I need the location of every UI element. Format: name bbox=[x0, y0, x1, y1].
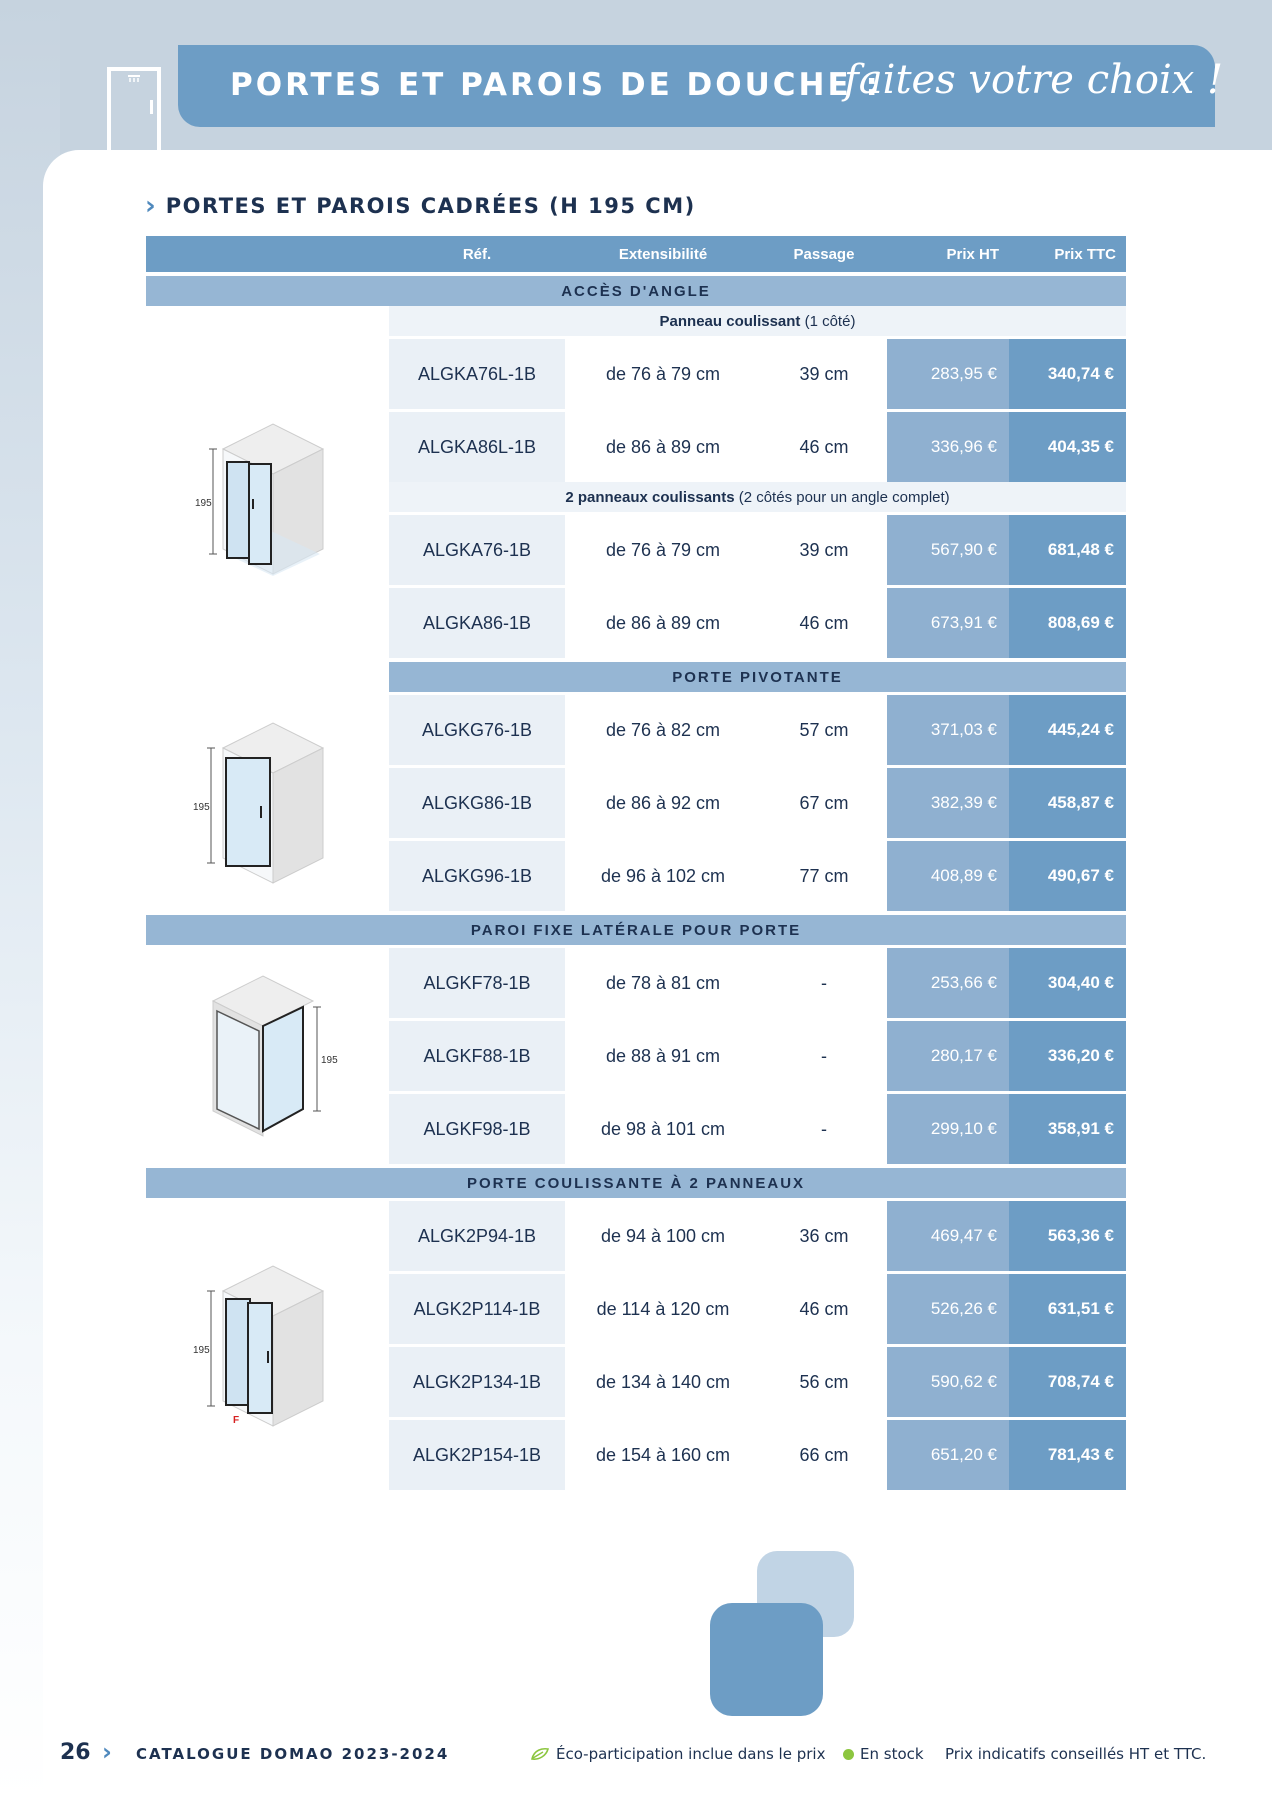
subheader-panneau-coulissant bbox=[389, 306, 1126, 338]
cell-passage: 66 cm bbox=[761, 1419, 887, 1491]
cell-price-ht: 567,90 € bbox=[887, 514, 1009, 587]
cell-passage: 77 cm bbox=[761, 840, 887, 914]
header-ref: Réf. bbox=[389, 236, 565, 274]
table-row bbox=[146, 947, 1126, 1020]
cell-price-ttc: 490,67 € bbox=[1009, 840, 1126, 914]
cell-extensibility: de 76 à 79 cm bbox=[565, 514, 761, 587]
header-extensibility: Extensibilité bbox=[565, 236, 761, 274]
cell-price-ttc: 681,48 € bbox=[1009, 514, 1126, 587]
cell-price-ttc: 336,20 € bbox=[1009, 1020, 1126, 1093]
height-label: 195 bbox=[194, 498, 212, 509]
product-image-paroi-fixe bbox=[146, 947, 389, 1167]
group-title: ACCÈS D'ANGLE bbox=[146, 274, 1126, 306]
cell-extensibility: de 86 à 89 cm bbox=[565, 587, 761, 661]
cell-extensibility: de 76 à 79 cm bbox=[565, 338, 761, 411]
cell-ref: ALGKG86-1B bbox=[389, 767, 565, 840]
group-title: PORTE COULISSANTE À 2 PANNEAUX bbox=[146, 1166, 1126, 1200]
eco-note-text: Éco-participation inclue dans le prix bbox=[556, 1745, 826, 1763]
eco-note bbox=[530, 1745, 825, 1763]
cell-extensibility: de 88 à 91 cm bbox=[565, 1020, 761, 1093]
indicative-price-note: Prix indicatifs conseillés HT et TTC. bbox=[945, 1745, 1207, 1763]
stock-note bbox=[843, 1745, 924, 1763]
product-image-porte-pivotante bbox=[146, 694, 389, 914]
cell-extensibility: de 94 à 100 cm bbox=[565, 1200, 761, 1273]
cell-price-ht: 299,10 € bbox=[887, 1093, 1009, 1167]
subheader-bold: 2 panneaux coulissants bbox=[565, 488, 735, 506]
cell-ref: ALGKF88-1B bbox=[389, 1020, 565, 1093]
cell-extensibility: de 114 à 120 cm bbox=[565, 1273, 761, 1346]
cell-ref: ALGKF78-1B bbox=[389, 947, 565, 1020]
cell-price-ht: 673,91 € bbox=[887, 587, 1009, 661]
subheader-rest: (2 côtés pour un angle complet) bbox=[734, 488, 950, 506]
page-number: 26 bbox=[60, 1740, 91, 1765]
cell-price-ttc: 781,43 € bbox=[1009, 1419, 1126, 1491]
cell-passage: 36 cm bbox=[761, 1200, 887, 1273]
cell-extensibility: de 98 à 101 cm bbox=[565, 1093, 761, 1167]
cell-extensibility: de 86 à 92 cm bbox=[565, 767, 761, 840]
cell-price-ttc: 631,51 € bbox=[1009, 1273, 1126, 1346]
banner-title: PORTES ET PAROIS DE DOUCHE : bbox=[230, 67, 881, 103]
chevron-right-icon: › bbox=[102, 1738, 112, 1766]
cell-ref: ALGK2P154-1B bbox=[389, 1419, 565, 1491]
cell-price-ttc: 304,40 € bbox=[1009, 947, 1126, 1020]
header-price-ttc: Prix TTC bbox=[1009, 236, 1126, 274]
cell-ref: ALGKA86-1B bbox=[389, 587, 565, 661]
cell-passage: - bbox=[761, 1020, 887, 1093]
cell-price-ht: 651,20 € bbox=[887, 1419, 1009, 1491]
cell-price-ht: 408,89 € bbox=[887, 840, 1009, 914]
cell-ref: ALGKA76L-1B bbox=[389, 338, 565, 411]
table-row bbox=[146, 1200, 1126, 1273]
cell-price-ht: 280,17 € bbox=[887, 1020, 1009, 1093]
cell-price-ht: 382,39 € bbox=[887, 767, 1009, 840]
table-row bbox=[146, 694, 1126, 767]
group-header-porte-coulissante bbox=[146, 1166, 1126, 1200]
cell-extensibility: de 76 à 82 cm bbox=[565, 694, 761, 767]
cell-price-ht: 469,47 € bbox=[887, 1200, 1009, 1273]
cell-passage: 46 cm bbox=[761, 411, 887, 483]
cell-price-ttc: 708,74 € bbox=[1009, 1346, 1126, 1419]
cell-ref: ALGK2P114-1B bbox=[389, 1273, 565, 1346]
cell-extensibility: de 154 à 160 cm bbox=[565, 1419, 761, 1491]
cell-passage: 56 cm bbox=[761, 1346, 887, 1419]
stock-note-text: En stock bbox=[860, 1745, 924, 1763]
cell-passage: 67 cm bbox=[761, 767, 887, 840]
sliding-door-illustration bbox=[193, 1261, 343, 1431]
subheader-2-panneaux bbox=[389, 482, 1126, 514]
section-title: PORTES ET PAROIS CADRÉES (H 195 CM) bbox=[165, 194, 696, 218]
group-header-acces-angle bbox=[146, 274, 1126, 306]
group-title: PAROI FIXE LATÉRALE POUR PORTE bbox=[146, 913, 1126, 947]
cell-ref: ALGKG96-1B bbox=[389, 840, 565, 914]
height-label: 195 bbox=[192, 1344, 210, 1356]
cell-extensibility: de 78 à 81 cm bbox=[565, 947, 761, 1020]
marker-f-label: F bbox=[232, 1414, 239, 1426]
shower-door-icon bbox=[106, 66, 162, 152]
catalog-name: CATALOGUE DOMAO 2023-2024 bbox=[136, 1745, 450, 1763]
pivot-door-illustration bbox=[193, 718, 343, 888]
decorative-square-dark bbox=[710, 1603, 823, 1716]
cell-passage: 46 cm bbox=[761, 1273, 887, 1346]
cell-ref: ALGKF98-1B bbox=[389, 1093, 565, 1167]
cell-extensibility: de 134 à 140 cm bbox=[565, 1346, 761, 1419]
cell-price-ttc: 458,87 € bbox=[1009, 767, 1126, 840]
height-label: 195 bbox=[192, 802, 210, 813]
cell-price-ht: 590,62 € bbox=[887, 1346, 1009, 1419]
cell-passage: - bbox=[761, 947, 887, 1020]
cell-ref: ALGK2P134-1B bbox=[389, 1346, 565, 1419]
cell-price-ttc: 808,69 € bbox=[1009, 587, 1126, 661]
cell-price-ttc: 404,35 € bbox=[1009, 411, 1126, 483]
cell-ref: ALGKA86L-1B bbox=[389, 411, 565, 483]
corner-shower-illustration bbox=[193, 414, 343, 584]
cell-extensibility: de 96 à 102 cm bbox=[565, 840, 761, 914]
height-label: 195 bbox=[320, 1055, 338, 1066]
cell-ref: ALGKA76-1B bbox=[389, 514, 565, 587]
side-panel-illustration bbox=[193, 971, 343, 1141]
subheader-rest: (1 côté) bbox=[800, 312, 856, 330]
cell-price-ht: 526,26 € bbox=[887, 1273, 1009, 1346]
subheader-row bbox=[146, 306, 1126, 338]
page-footer bbox=[60, 1740, 1210, 1770]
cell-passage: - bbox=[761, 1093, 887, 1167]
cell-price-ht: 283,95 € bbox=[887, 338, 1009, 411]
header-passage: Passage bbox=[761, 236, 887, 274]
in-stock-dot-icon bbox=[843, 1749, 854, 1760]
cell-price-ttc: 358,91 € bbox=[1009, 1093, 1126, 1167]
group-header-paroi-fixe bbox=[146, 913, 1126, 947]
cell-passage: 39 cm bbox=[761, 514, 887, 587]
leaf-icon bbox=[530, 1747, 550, 1761]
group-title: PORTE PIVOTANTE bbox=[389, 660, 1126, 694]
cell-price-ht: 336,96 € bbox=[887, 411, 1009, 483]
cell-price-ttc: 563,36 € bbox=[1009, 1200, 1126, 1273]
header-image-col bbox=[146, 236, 389, 274]
cell-price-ht: 371,03 € bbox=[887, 694, 1009, 767]
chevron-right-icon: › bbox=[145, 191, 156, 221]
product-image-porte-coulissante bbox=[146, 1200, 389, 1491]
cell-extensibility: de 86 à 89 cm bbox=[565, 411, 761, 483]
table-header-row bbox=[146, 236, 1126, 274]
cell-ref: ALGK2P94-1B bbox=[389, 1200, 565, 1273]
cell-price-ttc: 340,74 € bbox=[1009, 338, 1126, 411]
product-image-acces-angle bbox=[146, 306, 389, 694]
cell-ref: ALGKG76-1B bbox=[389, 694, 565, 767]
price-table bbox=[146, 236, 1126, 1490]
cell-price-ttc: 445,24 € bbox=[1009, 694, 1126, 767]
banner-script: faites votre choix ! bbox=[844, 57, 1224, 103]
header-price-ht: Prix HT bbox=[887, 236, 1009, 274]
page-banner bbox=[178, 45, 1224, 127]
cell-passage: 39 cm bbox=[761, 338, 887, 411]
subheader-bold: Panneau coulissant bbox=[659, 312, 801, 330]
section-heading bbox=[145, 193, 696, 219]
cell-price-ht: 253,66 € bbox=[887, 947, 1009, 1020]
cell-passage: 57 cm bbox=[761, 694, 887, 767]
cell-passage: 46 cm bbox=[761, 587, 887, 661]
